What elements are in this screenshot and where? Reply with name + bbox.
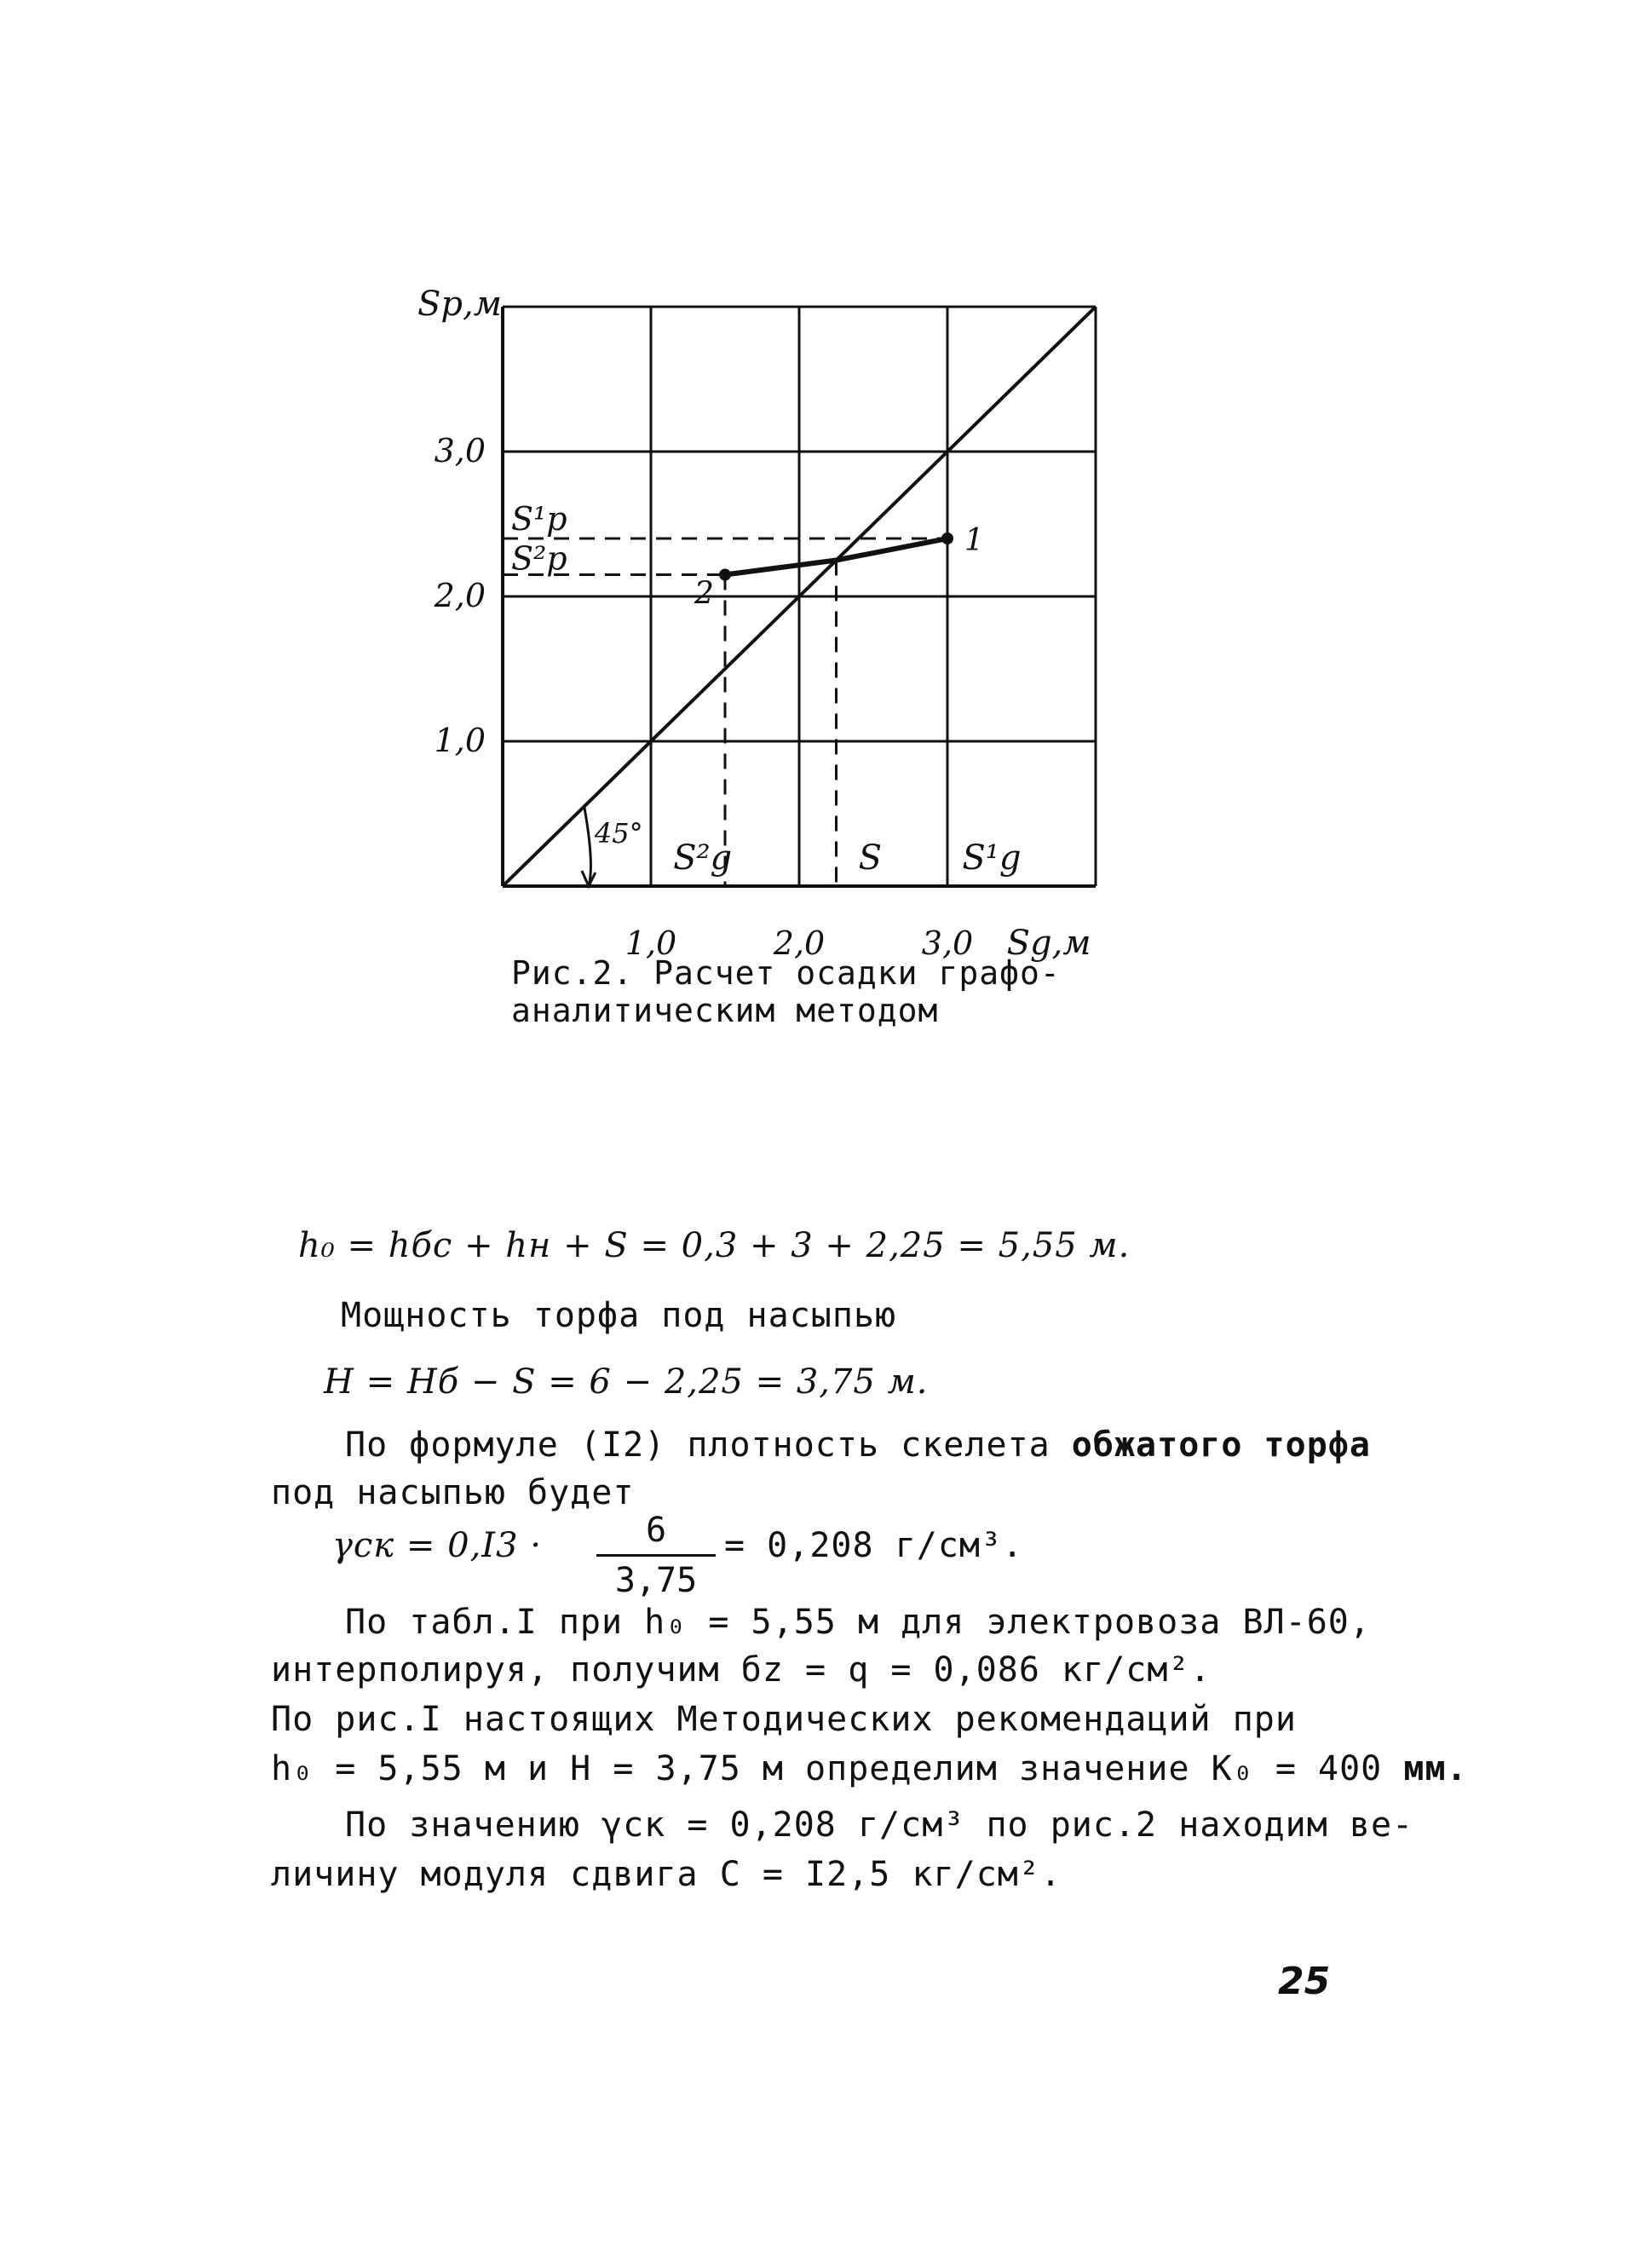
x-tick-label: 3,0: [921, 924, 974, 962]
equation-gamma-left: γск = 0,I3 ·: [332, 1526, 542, 1565]
angle-label: 45°: [594, 817, 643, 849]
paragraph-line: Мощность торфа под насыпью: [341, 1296, 897, 1335]
caption-line-2: аналитическим методом: [511, 992, 939, 1029]
paragraph-text: По формуле (I2) плотность скелета: [345, 1425, 1072, 1465]
paragraph-line: По значению γск = 0,208 г/см³ по рис.2 находим ве-: [345, 1805, 1414, 1845]
paragraph-line: под насыпью будет: [271, 1473, 635, 1512]
x-axis-label: Sg,м: [1006, 924, 1091, 963]
x-tick-label: 2,0: [773, 924, 826, 962]
label-sp2: S²p: [511, 539, 567, 578]
label-sp1: S¹p: [511, 500, 567, 538]
label-sg2: S²g: [673, 838, 733, 878]
paragraph-text-bold: мм.: [1403, 1749, 1468, 1788]
y-tick-label: 1,0: [434, 722, 486, 759]
fraction-numerator: 6: [645, 1511, 667, 1550]
point-label-2: 2: [694, 576, 714, 612]
equation-gamma-right: = 0,208 г/см³.: [724, 1526, 1024, 1565]
caption-line-1: Рис.2. Расчет осадки графо-: [511, 954, 1061, 992]
equation-h0: h₀ = hбс + hн + S = 0,3 + 3 + 2,25 = 5,55 м.: [298, 1226, 1131, 1265]
label-s: S: [858, 838, 883, 878]
paragraph-line: [345, 1425, 1371, 1465]
equation-fraction: [596, 1510, 716, 1601]
paragraph-line: личину модуля сдвига C = I2,5 кг/см².: [271, 1855, 1062, 1894]
fraction-denominator: 3,75: [614, 1561, 698, 1600]
y-tick-label: 3,0: [434, 432, 486, 469]
x-tick-label: 1,0: [625, 924, 677, 962]
y-axis-label: Sp,м: [417, 285, 502, 324]
page-number: 25: [1278, 1960, 1331, 2003]
equation-H: H = Hб − S = 6 − 2,25 = 3,75 м.: [324, 1362, 929, 1402]
paragraph-text-bold: обжатого торфа: [1071, 1425, 1371, 1465]
point-label-1: 1: [964, 523, 984, 558]
y-tick-label: 2,0: [434, 577, 486, 614]
paragraph-line: По рис.I настоящих Методических рекомендаций при: [271, 1700, 1297, 1739]
fraction-bar: [596, 1554, 716, 1557]
paragraph-line: интерполируя, получим бz = q = 0,086 кг/см².: [271, 1650, 1212, 1690]
label-sg1: S¹g: [962, 838, 1022, 878]
paragraph-text: h₀ = 5,55 м и H = 3,75 м определим значение K₀ = 400: [271, 1749, 1404, 1788]
paragraph-line: По табл.I при h₀ = 5,55 м для электровоза ВЛ-60,: [345, 1603, 1371, 1642]
paragraph-line: [271, 1748, 1468, 1789]
